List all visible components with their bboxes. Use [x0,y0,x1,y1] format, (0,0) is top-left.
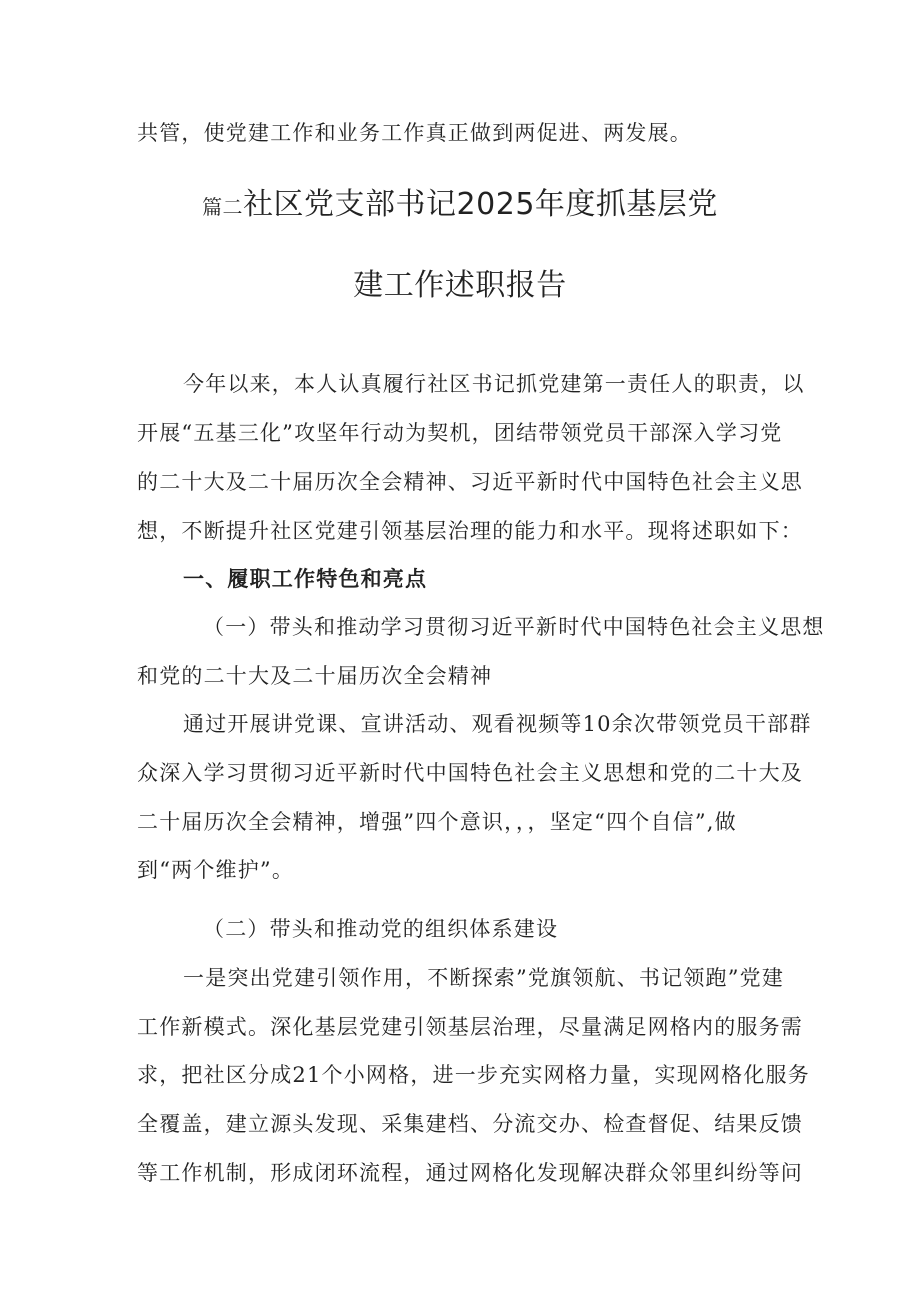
section-heading: 一、履职工作特色和亮点 [183,567,428,591]
document-title-line-1 [0,185,920,227]
paragraph-line: 全覆盖，建立源头发现、采集建档、分流交办、检查督促、结果反馈 [137,1112,803,1136]
subsection-heading: （一）带头和推动学习贯彻习近平新时代中国特色社会主义思想 [203,615,825,639]
title-text-1: 社区党支部书记2025年度抓基层党 [243,187,718,222]
paragraph-line: 二十届历次全会精神，增强”四个意识，，，坚定“四个自信”,做 [137,810,737,834]
paragraph-line: 开展“五基三化”攻坚年行动为契机，团结带领党员干部深入学习党 [137,421,783,445]
paragraph-line: 的二十大及二十届历次全会精神、习近平新时代中国特色社会主义思 [137,470,803,494]
paragraph-line: 工作新模式。深化基层党建引领基层治理，尽量满足网格内的服务需 [137,1015,803,1039]
paragraph-line: 众深入学习贯彻习近平新时代中国特色社会主义思想和党的二十大及 [137,761,803,785]
paragraph-line: 一是突出党建引领作用，不断探索”党旗领航、书记领跑”党建 [183,966,785,990]
paragraph-line: 求，把社区分成21个小网格，进一步充实网格力量，实现网格化服务 [137,1063,810,1087]
paragraph-line: 到“两个维护”。 [137,858,295,882]
title-prefix: 篇二 [202,195,244,219]
paragraph-line: 今年以来，本人认真履行社区书记抓党建第一责任人的职责，以 [183,372,805,396]
paragraph-line: 通过开展讲党课、宣讲活动、观看视频等10余次带领党员干部群 [183,712,812,736]
document-title-line-2: 建工作述职报告 [353,268,567,303]
paragraph-line: 等工作机制，形成闭环流程，通过网格化发现解决群众邻里纠纷等问 [137,1161,803,1185]
subsection-heading: 和党的二十大及二十届历次全会精神 [137,664,493,688]
paragraph-line: 想，不断提升社区党建引领基层治理的能力和水平。现将述职如下： [137,519,803,543]
paragraph-line: 共管，使党建工作和业务工作真正做到两促进、两发展。 [137,121,692,145]
subsection-heading: （二）带头和推动党的组织体系建设 [203,917,559,941]
